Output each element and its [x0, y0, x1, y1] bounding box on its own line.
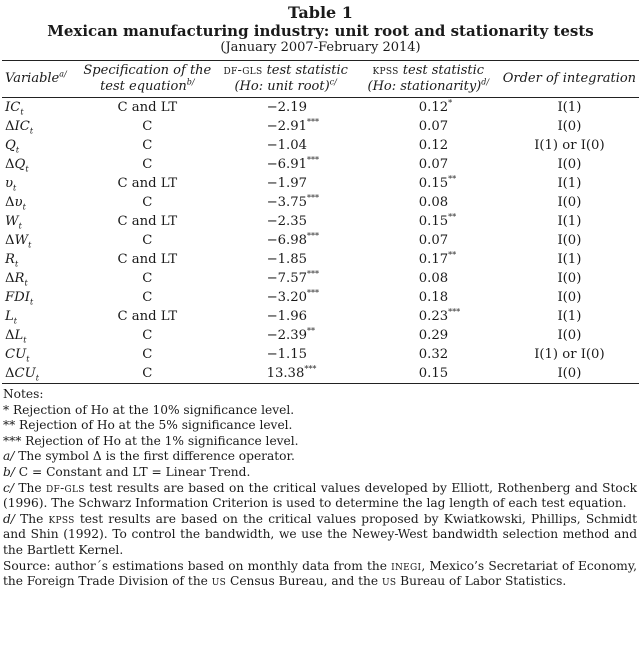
cell-dfgls: −2.19	[266, 99, 307, 115]
cell-order: I(1)	[557, 99, 582, 115]
cell-order: I(0)	[557, 289, 582, 305]
cell-dfgls: −7.57***	[266, 269, 319, 286]
note-source: Source: author´s estimations based on monthly data from the inegi, Mexico’s Secretariat of Economy, the Foreign Trade Division of the us Census Bureau, and the us Bureau of Labor Statistics.	[3, 558, 637, 589]
cell-dfgls: −2.91***	[266, 117, 319, 134]
cell-order: I(1) or I(0)	[534, 137, 605, 153]
table-row	[2, 326, 639, 345]
cell-kpss: 0.12*	[418, 98, 453, 115]
cell-specification: C	[142, 232, 153, 248]
results-table	[2, 60, 639, 384]
table-row	[2, 250, 639, 269]
table-row	[2, 155, 639, 174]
cell-dfgls: −1.96	[266, 308, 307, 324]
cell-specification: C	[142, 156, 153, 172]
cell-specification: C	[142, 346, 153, 362]
table-row	[2, 136, 639, 155]
table-header-row	[2, 61, 639, 98]
cell-variable: $CU_t$	[5, 346, 30, 364]
cell-variable: $\Delta W_t$	[5, 232, 32, 250]
table-row	[2, 364, 639, 384]
note-b: b/ C = Constant and LT = Linear Trend.	[3, 464, 251, 479]
cell-dfgls: −6.91***	[266, 155, 319, 172]
cell-variable: $\Delta L_t$	[5, 327, 27, 345]
table-row	[2, 288, 639, 307]
cell-specification: C	[142, 137, 153, 153]
cell-kpss: 0.08	[418, 270, 449, 286]
cell-order: I(1)	[557, 308, 582, 324]
cell-kpss: 0.07	[418, 118, 449, 134]
cell-variable: $R_t$	[5, 251, 19, 269]
cell-order: I(1) or I(0)	[534, 346, 605, 362]
notes-heading: Notes:	[3, 387, 44, 401]
cell-specification: C	[142, 289, 153, 305]
cell-specification: C	[80, 364, 214, 384]
cell-variable: $\Delta Q_t$	[5, 156, 29, 174]
cell-variable: $W_t$	[5, 213, 22, 231]
cell-order: I(0)	[557, 194, 582, 210]
cell-specification: C and LT	[117, 251, 178, 267]
cell-order: I(1)	[557, 213, 582, 229]
header-order: Order of integration	[500, 61, 639, 98]
cell-dfgls: −1.15	[266, 346, 307, 362]
note-c: c/ The df-gls test results are based on the critical values developed by Elliott, Rothenberg and Stock (1996). The Schwarz Information Criterion is used to determine the lag length of each test equation.	[3, 480, 637, 511]
cell-dfgls: −3.20***	[266, 288, 319, 305]
cell-kpss: 0.23***	[418, 307, 461, 324]
cell-kpss: 0.15**	[418, 212, 457, 229]
notes-section	[0, 384, 641, 590]
cell-variable: $IC_t$	[5, 99, 24, 117]
cell-specification: C and LT	[117, 99, 178, 115]
cell-variable: $FDI_t$	[5, 289, 34, 307]
cell-kpss: 0.29	[418, 327, 449, 343]
cell-dfgls: −3.75***	[266, 193, 319, 210]
cell-specification: C	[142, 270, 153, 286]
table-row	[2, 98, 639, 118]
cell-order: I(0)	[557, 156, 582, 172]
cell-order: I(1)	[557, 175, 582, 191]
cell-variable: $\Delta R_t$	[5, 270, 28, 288]
cell-kpss: 0.07	[418, 156, 449, 172]
cell-dfgls: −2.39**	[266, 326, 315, 343]
cell-dfgls: −6.98***	[266, 231, 319, 248]
cell-variable: $\Delta CU_t$	[2, 364, 80, 384]
note-star2: ** Rejection of Ho at the 5% significance level.	[3, 418, 293, 433]
cell-kpss: 0.15**	[418, 174, 457, 191]
cell-dfgls: −1.04	[266, 137, 307, 153]
cell-specification: C and LT	[117, 213, 178, 229]
table-row	[2, 174, 639, 193]
cell-order: I(0)	[557, 118, 582, 134]
cell-order: I(0)	[557, 232, 582, 248]
cell-order: I(0)	[557, 270, 582, 286]
cell-variable: $\Delta IC_t$	[5, 118, 34, 136]
cell-variable: $\upsilon_t$	[5, 175, 17, 193]
cell-order: I(0)	[500, 364, 639, 384]
cell-kpss: 0.32	[418, 346, 449, 362]
header-specification: Specification of the test equation$^{b/}$	[80, 61, 214, 98]
cell-kpss: 0.07	[418, 232, 449, 248]
table-period: (January 2007-February 2014)	[220, 40, 421, 55]
cell-dfgls: −2.35	[266, 213, 307, 229]
header-dfgls: df-gls test statistic (Ho: unit root)$^{c/}$	[215, 61, 357, 98]
table-row	[2, 307, 639, 326]
cell-kpss: 0.12	[418, 137, 449, 153]
cell-kpss: 0.17**	[418, 250, 457, 267]
cell-specification: C and LT	[117, 308, 178, 324]
cell-kpss: 0.08	[418, 194, 449, 210]
table-row	[2, 212, 639, 231]
table-subtitle: Mexican manufacturing industry: unit root and stationarity tests	[47, 22, 594, 40]
table-body	[2, 98, 639, 384]
cell-specification: C and LT	[117, 175, 178, 191]
table-row	[2, 231, 639, 250]
table-title: Table 1	[288, 3, 353, 22]
cell-order: I(0)	[557, 327, 582, 343]
cell-specification: C	[142, 194, 153, 210]
table-row	[2, 193, 639, 212]
note-d: d/ The kpss test results are based on the critical values proposed by Kwiatkowski, Phillips, Schmidt and Shin (1992). To control the bandwidth, we use the Newey-West bandwidth selection method and the Bartlett Kernel.	[3, 511, 637, 557]
table-row	[2, 269, 639, 288]
cell-variable: $\Delta\upsilon_t$	[5, 194, 26, 212]
cell-specification: C	[142, 118, 153, 134]
cell-dfgls: −1.97	[266, 175, 307, 191]
cell-variable: $L_t$	[5, 308, 17, 326]
cell-variable: $Q_t$	[5, 137, 20, 155]
note-a: a/ The symbol Δ is the first difference operator.	[3, 449, 295, 464]
header-kpss: kpss test statistic (Ho: stationarity)$^{d/}$	[357, 61, 500, 98]
cell-dfgls: −1.85	[266, 251, 307, 267]
cell-order: I(1)	[557, 251, 582, 267]
cell-kpss: 0.15	[357, 364, 500, 384]
table-row	[2, 345, 639, 364]
cell-kpss: 0.18	[418, 289, 449, 305]
table-row	[2, 117, 639, 136]
note-star3: *** Rejection of Ho at the 1% significance level.	[3, 433, 299, 448]
note-star1: * Rejection of Ho at the 10% significance level.	[3, 402, 295, 417]
header-variable: Variable$^{a/}$	[2, 61, 80, 98]
cell-specification: C	[142, 327, 153, 343]
cell-dfgls: 13.38***	[215, 364, 357, 384]
